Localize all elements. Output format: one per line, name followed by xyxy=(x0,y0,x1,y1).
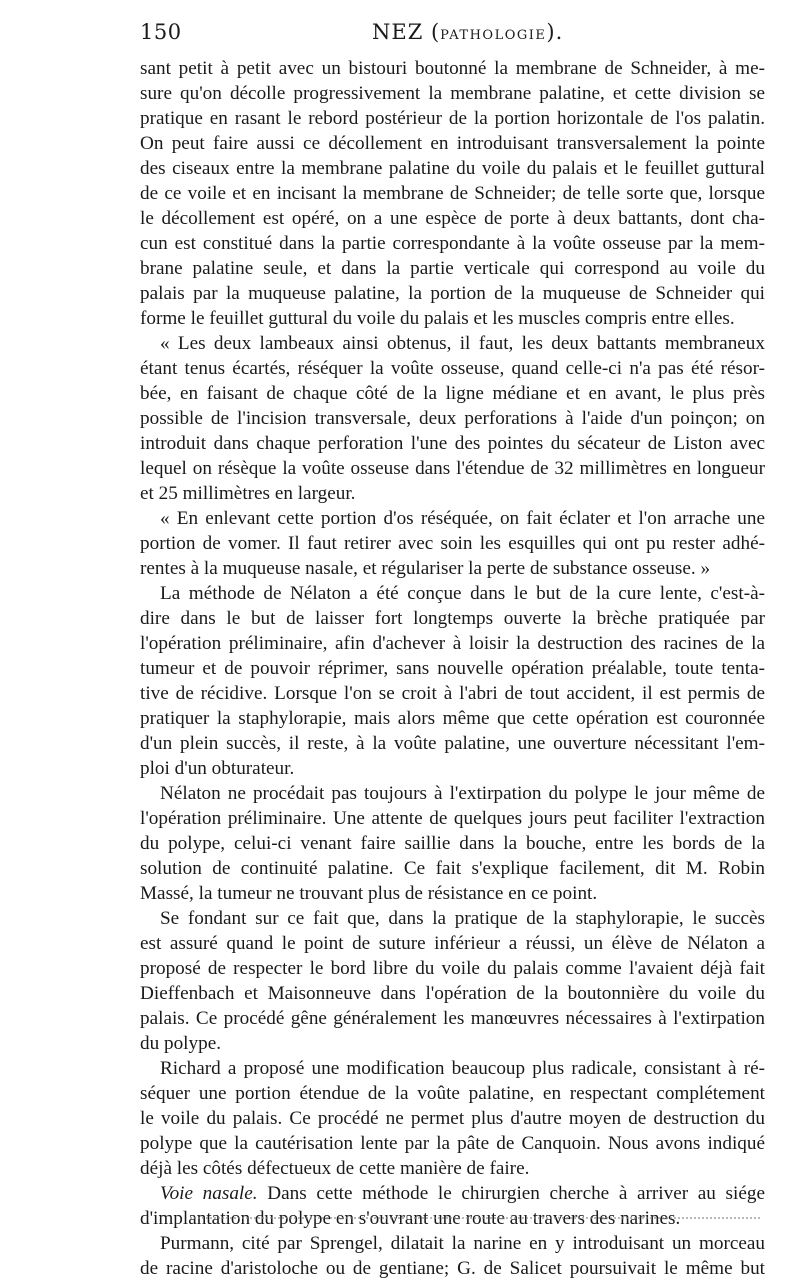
text-line: l'opération préliminaire, afin d'achever à loisir la destruction des racines de la xyxy=(140,633,765,654)
text-line: étant tenus écartés, réséquer la voûte osseuse, quand celle-ci n'a pas été résor- xyxy=(140,358,765,379)
text-line: bée, en faisant de chaque côté de la ligne médiane et en avant, le plus près xyxy=(140,383,765,404)
running-title-main: NEZ ( xyxy=(372,20,441,44)
text-line: On peut faire aussi ce décollement en introduisant transversalement la pointe xyxy=(140,133,765,154)
section-heading-voie-nasale: Voie nasale. xyxy=(160,1183,258,1204)
text-line: rentes à la muqueuse nasale, et régulariser la perte de substance osseuse. » xyxy=(140,558,711,579)
text-line: pratique en rasant le rebord postérieur de la portion horizontale de l'os palatin. xyxy=(140,108,765,129)
text-line: le voile du palais. Ce procédé ne permet plus d'autre moyen de destruction du xyxy=(140,1108,765,1129)
text-line: déjà les côtés défectueux de cette manière de faire. xyxy=(140,1158,530,1179)
running-head xyxy=(140,20,765,48)
text-line: Nélaton ne procédait pas toujours à l'extirpation du polype le jour même de xyxy=(160,783,765,804)
text-line: sure qu'on décolle progressivement la membrane palatine, et cette division se xyxy=(140,83,765,104)
text-line: palais. Ce procédé gêne généralement les manœuvres nécessaires à l'extirpation xyxy=(140,1008,765,1029)
text-line: Se fondant sur ce fait que, dans la pratique de la staphylorapie, le succès xyxy=(160,908,765,929)
text-line: est assuré quand le point de suture inférieur a réussi, un élève de Nélaton a xyxy=(140,933,765,954)
text-line: ploi d'un obturateur. xyxy=(140,758,295,779)
text-line: Richard a proposé une modification beaucoup plus radicale, consistant à ré- xyxy=(160,1058,765,1079)
text-line: séquer une portion étendue de la voûte palatine, en respectant complétement xyxy=(140,1083,765,1104)
text-line: du polype, celui-ci venant faire saillie dans la bouche, entre les bords de la xyxy=(140,833,765,854)
text-span: Dans cette méthode le chirurgien cherche à arriver au siége xyxy=(257,1183,765,1204)
text-line: tive de récidive. Lorsque l'on se croit à l'abri de tout accident, il est permis de xyxy=(140,683,765,704)
text-line xyxy=(140,1181,765,1206)
text-line: du polype. xyxy=(140,1033,222,1054)
text-line: forme le feuillet guttural du voile du palais et les muscles compris entre elles. xyxy=(140,308,735,329)
text-line: sant petit à petit avec un bistouri boutonné la membrane de Schneider, à me- xyxy=(140,58,765,79)
running-title-sub: PATHOLOGIE xyxy=(440,28,547,43)
text-line: cun est constitué dans la partie correspondante à la voûte osseuse par la mem- xyxy=(140,233,765,254)
text-line: polype que la cautérisation lente par la pâte de Canquoin. Nous avons indiqué xyxy=(140,1133,765,1154)
text-line: tumeur et de pouvoir réprimer, sans nouvelle opération préalable, toute tenta- xyxy=(140,658,765,679)
text-line: possible de l'incision transversale, deux perforations à l'aide d'un poinçon; on xyxy=(140,408,765,429)
text-line: « Les deux lambeaux ainsi obtenus, il faut, les deux battants membraneux xyxy=(160,333,765,354)
running-title-end: ). xyxy=(546,20,564,44)
text-line: Dieffenbach et Maisonneuve dans l'opération de la boutonnière du voile du xyxy=(140,983,765,1004)
text-line: pratiquer la staphylorapie, mais alors même que cette opération est couronnée xyxy=(140,708,765,729)
text-line: portion de vomer. Il faut retirer avec soin les esquilles qui ont pu rester adhé- xyxy=(140,533,765,554)
text-line: La méthode de Nélaton a été conçue dans le but de la cure lente, c'est-à- xyxy=(160,583,765,604)
text-line: de racine d'aristoloche ou de gentiane; G. de Salicet poursuivait le même but xyxy=(140,1258,765,1279)
text-line: « En enlevant cette portion d'os réséquée, on fait éclater et l'on arrache une xyxy=(160,508,765,529)
text-line: et 25 millimètres en largeur. xyxy=(140,483,356,504)
text-line: l'opération préliminaire. Une attente de quelques jours peut faciliter l'extraction xyxy=(140,808,765,829)
footer-divider xyxy=(190,1217,760,1219)
running-title xyxy=(372,20,563,44)
text-line: d'implantation du polype en s'ouvrant une route au travers des narines. xyxy=(140,1208,681,1229)
text-line: introduit dans chaque perforation l'une des pointes du sécateur de Liston avec xyxy=(140,433,765,454)
text-line: des ciseaux entre la membrane palatine du voile du palais et le feuillet guttural xyxy=(140,158,765,179)
text-line: proposé de respecter le bord libre du voile du palais comme l'avaient déjà fait xyxy=(140,958,765,979)
text-line: brane palatine seule, et dans la partie verticale qui correspond au voile du xyxy=(140,258,765,279)
text-line: dire dans le but de laisser fort longtemps ouverte la brèche pratiquée par xyxy=(140,608,765,629)
text-line: Massé, la tumeur ne trouvant plus de résistance en ce point. xyxy=(140,883,598,904)
text-line: d'un plein succès, il reste, à la voûte palatine, une ouverture nécessitant l'em- xyxy=(140,733,765,754)
text-line: le décollement est opéré, on a une espèce de porte à deux battants, dont cha- xyxy=(140,208,765,229)
text-line: solution de continuité palatine. Ce fait s'explique facilement, dit M. Robin xyxy=(140,858,765,879)
body-text xyxy=(140,56,765,1281)
text-line: palais par la muqueuse palatine, la portion de la muqueuse de Schneider qui xyxy=(140,283,765,304)
text-line: lequel on résèque la voûte osseuse dans l'étendue de 32 millimètres en longueur xyxy=(140,458,765,479)
text-line: de ce voile et en incisant la membrane de Schneider; de telle sorte que, lorsque xyxy=(140,183,765,204)
text-line: Purmann, cité par Sprengel, dilatait la narine en y introduisant un morceau xyxy=(160,1233,765,1254)
page-number: 150 xyxy=(140,20,182,44)
